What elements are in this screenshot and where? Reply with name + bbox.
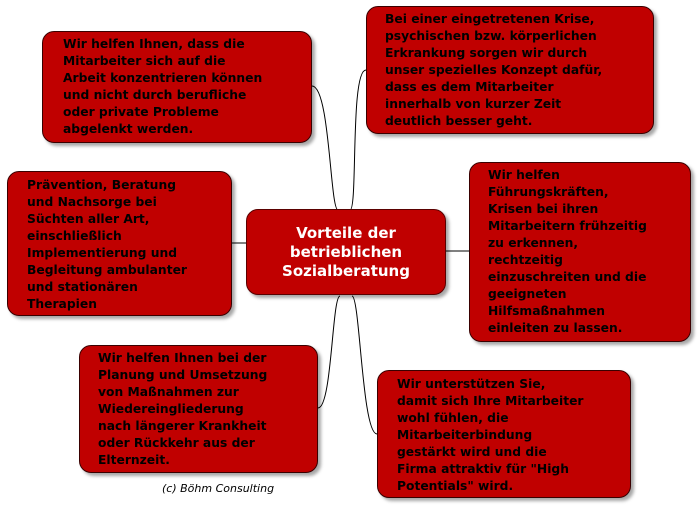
connector-bottom-right — [352, 296, 377, 434]
node-middle-left-text: Prävention, Beratung und Nachsorge bei Süchten aller Art, einschließlich Implementierung und Begleitung ambulanter und stationären Therapien — [27, 178, 187, 311]
connector-top-right — [350, 70, 366, 210]
connector-top-left — [312, 86, 338, 210]
node-middle-right-text: Wir helfen Führungskräften, Krisen bei ihren Mitarbeitern frühzeitig zu erkennen, rechtzeitig einzuschreiten und die geeigneten Hilfsmaßnahmen einleiten zu lassen. — [488, 168, 647, 335]
node-top-right-text: Bei einer eingetretenen Krise, psychischen bzw. körperlichen Erkrankung sorgen wir durch unser spezielles Konzept dafür, dass es dem Mitarbeiter innerhalb von kurzer Zeit deutlich besser geht. — [385, 12, 603, 128]
central-topic: Vorteile der betrieblichen Sozialberatung — [246, 209, 446, 295]
node-top-left-text: Wir helfen Ihnen, dass die Mitarbeiter sich auf die Arbeit konzentrieren können und nicht durch berufliche oder private Probleme abgelenkt werden. — [63, 37, 263, 136]
node-bottom-left-text: Wir helfen Ihnen bei der Planung und Umsetzung von Maßnahmen zur Wiedereingliederung nach längerer Krankheit oder Rückkehr aus der Elternzeit. — [98, 351, 268, 467]
connector-bottom-left — [318, 296, 340, 408]
copyright-credit: (c) Böhm Consulting — [162, 482, 275, 495]
node-bottom-right-text: Wir unterstützen Sie, damit sich Ihre Mitarbeiter wohl fühlen, die Mitarbeiterbindung gestärkt wird und die Firma attraktiv für "High Potentials" wird. — [397, 377, 584, 493]
